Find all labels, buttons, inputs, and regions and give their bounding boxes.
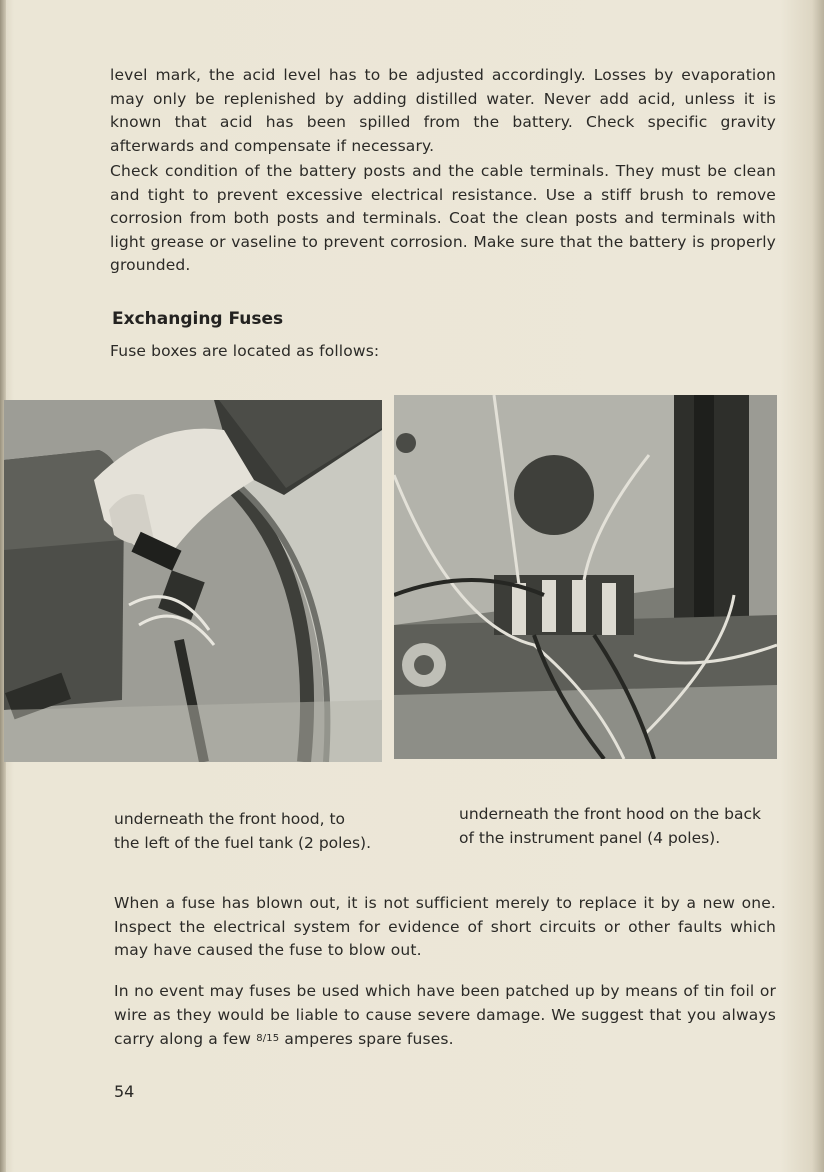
page-number: 54 [114, 1082, 135, 1101]
fuse-intro: Fuse boxes are located as follows: [110, 342, 380, 360]
caption-right-line1: underneath the front hood on the back [459, 805, 761, 823]
caption-left [114, 808, 371, 855]
caption-left-line1: underneath the front hood, to [114, 810, 346, 828]
paragraph-spare-fuses [114, 980, 776, 1052]
photo-left-fuse-box [4, 400, 382, 762]
caption-right [459, 803, 761, 850]
photo-left-illustration [4, 400, 382, 762]
paragraph-battery-acid: level mark, the acid level has to be adjusted accordingly. Losses by evaporation may only be replenished by adding distilled water. Never add acid, unless it is known that acid has been spilled from the battery. Check specific gravity afterwards and compensate if necessary. [110, 66, 776, 155]
paragraph-blown-fuse: When a fuse has blown out, it is not sufficient merely to replace it by a new one. Inspect the electrical system for evidence of short circuits or other faults which may have caused the fuse to blow out. [114, 894, 776, 959]
photo-right-illustration [394, 395, 777, 759]
spare-fuses-text-end: amperes spare fuses. [279, 1030, 454, 1048]
spare-fuses-text-start: In no event may fuses be used which have been patched up by means of tin foil or wire as they would be liable to cause severe damage. We suggest that you always carry along a few [114, 982, 776, 1048]
photo-right-fuse-box [394, 395, 777, 759]
caption-right-line2: of the instrument panel (4 poles). [459, 828, 721, 847]
paragraph-battery-posts: Check condition of the battery posts and the cable terminals. They must be clean and tight to prevent excessive electrical resistance. Use a stiff brush to remove corrosion from both posts and terminals. Coat the clean posts and terminals with light grease or vaseline to prevent corrosion. Make sure that the battery is properly grounded. [110, 162, 776, 274]
fuse-rating-fraction: 8/15 [256, 1033, 280, 1044]
section-heading: Exchanging Fuses [112, 309, 284, 329]
caption-left-line2: the left of the fuel tank (2 poles). [114, 833, 372, 852]
